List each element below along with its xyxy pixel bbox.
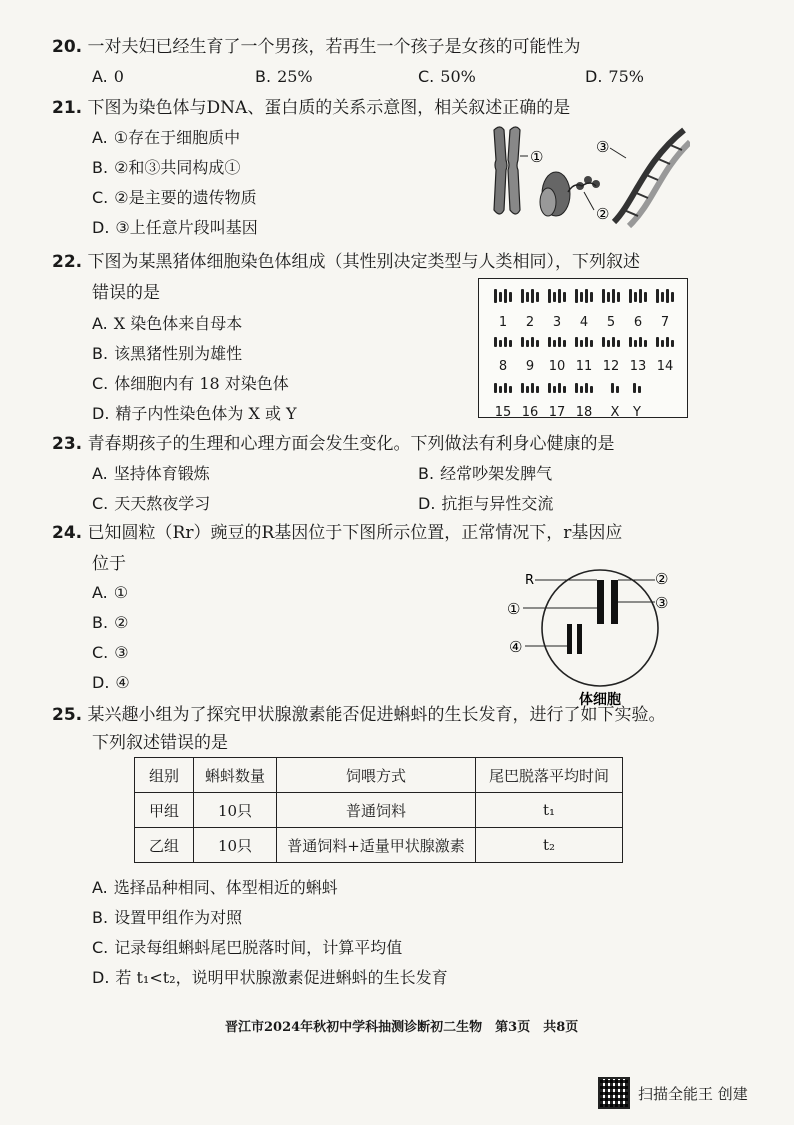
- question-22-stem-cont: 错误的是: [92, 283, 160, 303]
- chromosome-pair: [575, 289, 593, 303]
- chromosome-number-label: 2: [525, 315, 535, 330]
- chromosome-small-1: [567, 624, 572, 654]
- chromosome-number-label: 13: [629, 359, 647, 374]
- chromosome-number-label: 4: [579, 315, 589, 330]
- chromosome-number-label: 7: [660, 315, 670, 330]
- chromosome-number-label: X: [610, 405, 620, 420]
- question-25-stem: 25. 某兴趣小组为了探究甲状腺激素能否促进蝌蚪的生长发育，进行了如下实验。: [52, 705, 666, 725]
- cell-gene-diagram: [505, 566, 690, 706]
- chromosome-number-label: 18: [575, 405, 593, 420]
- chromosome-dna-diagram: [484, 122, 690, 232]
- label-4: ④: [509, 638, 523, 656]
- chromosome-pair: [494, 337, 512, 347]
- karyotype-diagram: [478, 278, 688, 418]
- label-R: R: [525, 573, 535, 588]
- question-21-stem: 21. 下图为染色体与DNA、蛋白质的关系示意图，相关叙述正确的是: [52, 98, 571, 118]
- chromosome-number-label: 9: [525, 359, 535, 374]
- q21-option-a[interactable]: A. ①存在于细胞质中: [92, 128, 241, 147]
- chromosome-pair: [629, 337, 647, 347]
- chromosome-pair: [494, 289, 512, 303]
- chromosome-number-label: 15: [494, 405, 512, 420]
- table-cell: 普通饲料: [277, 793, 476, 828]
- q25-option-b[interactable]: B. 设置甲组作为对照: [92, 908, 243, 927]
- label-1: ①: [530, 148, 544, 166]
- chromosome-pair: [656, 337, 674, 347]
- chromosome-number-label: 3: [552, 315, 562, 330]
- table-header-row: [135, 758, 623, 793]
- table-header: 饲喂方式: [277, 758, 476, 793]
- label-1: ①: [507, 600, 521, 618]
- q20-option-a[interactable]: A. 0: [92, 67, 124, 86]
- question-22-stem: 22. 下图为某黑猪体细胞染色体组成（其性别决定类型与人类相同），下列叙述: [52, 252, 641, 272]
- chromosome-pair: [611, 383, 619, 393]
- chromosome-pair: [575, 383, 593, 393]
- chromosome-number-label: Y: [633, 405, 641, 420]
- chromosome-number-label: 6: [633, 315, 643, 330]
- qr-code-icon: [598, 1077, 630, 1109]
- label-3: ③: [655, 594, 669, 612]
- chromosome-number-label: 11: [575, 359, 593, 374]
- chromosome-pair: [521, 337, 539, 347]
- chromosome-number-label: 8: [498, 359, 508, 374]
- coiled-fiber: [540, 172, 600, 216]
- table-cell: 乙组: [135, 828, 194, 863]
- chromosome-pair: [521, 383, 539, 393]
- q24-option-b[interactable]: B. ②: [92, 613, 129, 632]
- table-row: [135, 793, 623, 828]
- q22-option-b[interactable]: B. 该黑猪性别为雄性: [92, 344, 243, 363]
- table-cell: 普通饲料+适量甲状腺激素: [277, 828, 476, 863]
- q25-option-d[interactable]: D. 若 t₁<t₂，说明甲状腺激素促进蝌蚪的生长发育: [92, 968, 448, 987]
- label-3: ③: [596, 138, 610, 156]
- chromosome-shape: [494, 127, 520, 214]
- chromosome-number-label: 16: [521, 405, 539, 420]
- q20-option-c[interactable]: C. 50%: [418, 67, 476, 86]
- experiment-table: [134, 757, 623, 863]
- question-23-stem: 23. 青春期孩子的生理和心理方面会发生变化。下列做法有利身心健康的是: [52, 434, 615, 454]
- chromosome-number-label: 5: [606, 315, 616, 330]
- table-cell: 甲组: [135, 793, 194, 828]
- q25-option-a[interactable]: A. 选择品种相同、体型相近的蝌蚪: [92, 878, 338, 897]
- page-footer: 晋江市2024年秋初中学科抽测诊断初二生物 第3页 共8页: [225, 1020, 579, 1035]
- chromosome-pair: [656, 289, 674, 303]
- table-cell: 10只: [194, 793, 277, 828]
- chromosome-number-label: 14: [656, 359, 674, 374]
- chromosome-pair: [602, 337, 620, 347]
- question-25-stem-cont: 下列叙述错误的是: [92, 733, 228, 753]
- chromosome-pair: [602, 289, 620, 303]
- chromosome-large-2: [611, 580, 618, 624]
- table-cell: 10只: [194, 828, 277, 863]
- table-row: [135, 828, 623, 863]
- chromosome-pair: [633, 383, 641, 393]
- q21-option-b[interactable]: B. ②和③共同构成①: [92, 158, 241, 177]
- table-header: 组别: [135, 758, 194, 793]
- chromosome-pair: [575, 337, 593, 347]
- table-cell: t₁: [476, 793, 623, 828]
- q24-option-a[interactable]: A. ①: [92, 583, 129, 602]
- chromosome-pair: [494, 383, 512, 393]
- q23-option-a[interactable]: A. 坚持体育锻炼: [92, 464, 210, 483]
- question-24-stem-cont: 位于: [92, 554, 126, 574]
- label-2: ②: [655, 570, 669, 588]
- q24-option-c[interactable]: C. ③: [92, 643, 129, 662]
- scanner-watermark: [598, 1076, 768, 1110]
- watermark-text: 扫描全能王 创建: [638, 1084, 748, 1103]
- dna-helix: [614, 130, 690, 226]
- q25-option-c[interactable]: C. 记录每组蝌蚪尾巴脱落时间，计算平均值: [92, 938, 403, 957]
- q20-option-b[interactable]: B. 25%: [255, 67, 313, 86]
- q23-option-d[interactable]: D. 抗拒与异性交流: [418, 494, 554, 513]
- q22-option-c[interactable]: C. 体细胞内有 18 对染色体: [92, 374, 289, 393]
- q22-option-d[interactable]: D. 精子内性染色体为 X 或 Y: [92, 404, 297, 423]
- q21-option-c[interactable]: C. ②是主要的遗传物质: [92, 188, 257, 207]
- question-20-stem: 20. 一对夫妇已经生育了一个男孩，若再生一个孩子是女孩的可能性为: [52, 37, 581, 57]
- table-header: 蝌蚪数量: [194, 758, 277, 793]
- q22-option-a[interactable]: A. X 染色体来自母本: [92, 314, 243, 333]
- q21-option-d[interactable]: D. ③上任意片段叫基因: [92, 218, 258, 237]
- chromosome-number-label: 10: [548, 359, 566, 374]
- table-cell: t₂: [476, 828, 623, 863]
- chromosome-pair: [629, 289, 647, 303]
- chromosome-pair: [521, 289, 539, 303]
- chromosome-pair: [548, 289, 566, 303]
- table-header: 尾巴脱落平均时间: [476, 758, 623, 793]
- chromosome-large-1: [597, 580, 604, 624]
- chromosome-pair: [548, 383, 566, 393]
- chromosome-number-label: 1: [498, 315, 508, 330]
- q23-option-c[interactable]: C. 天天熬夜学习: [92, 494, 211, 513]
- question-24-stem: 24. 已知圆粒（Rr）豌豆的R基因位于下图所示位置，正常情况下，r基因应: [52, 523, 623, 543]
- chromosome-small-2: [577, 624, 582, 654]
- chromosome-number-label: 12: [602, 359, 620, 374]
- chromosome-number-label: 17: [548, 405, 566, 420]
- chromosome-pair: [548, 337, 566, 347]
- q24-option-d[interactable]: D. ④: [92, 673, 130, 692]
- q23-option-b[interactable]: B. 经常吵架发脾气: [418, 464, 553, 483]
- q20-option-d[interactable]: D. 75%: [585, 67, 644, 86]
- label-2: ②: [596, 205, 610, 223]
- cell-caption: 体细胞: [579, 692, 621, 706]
